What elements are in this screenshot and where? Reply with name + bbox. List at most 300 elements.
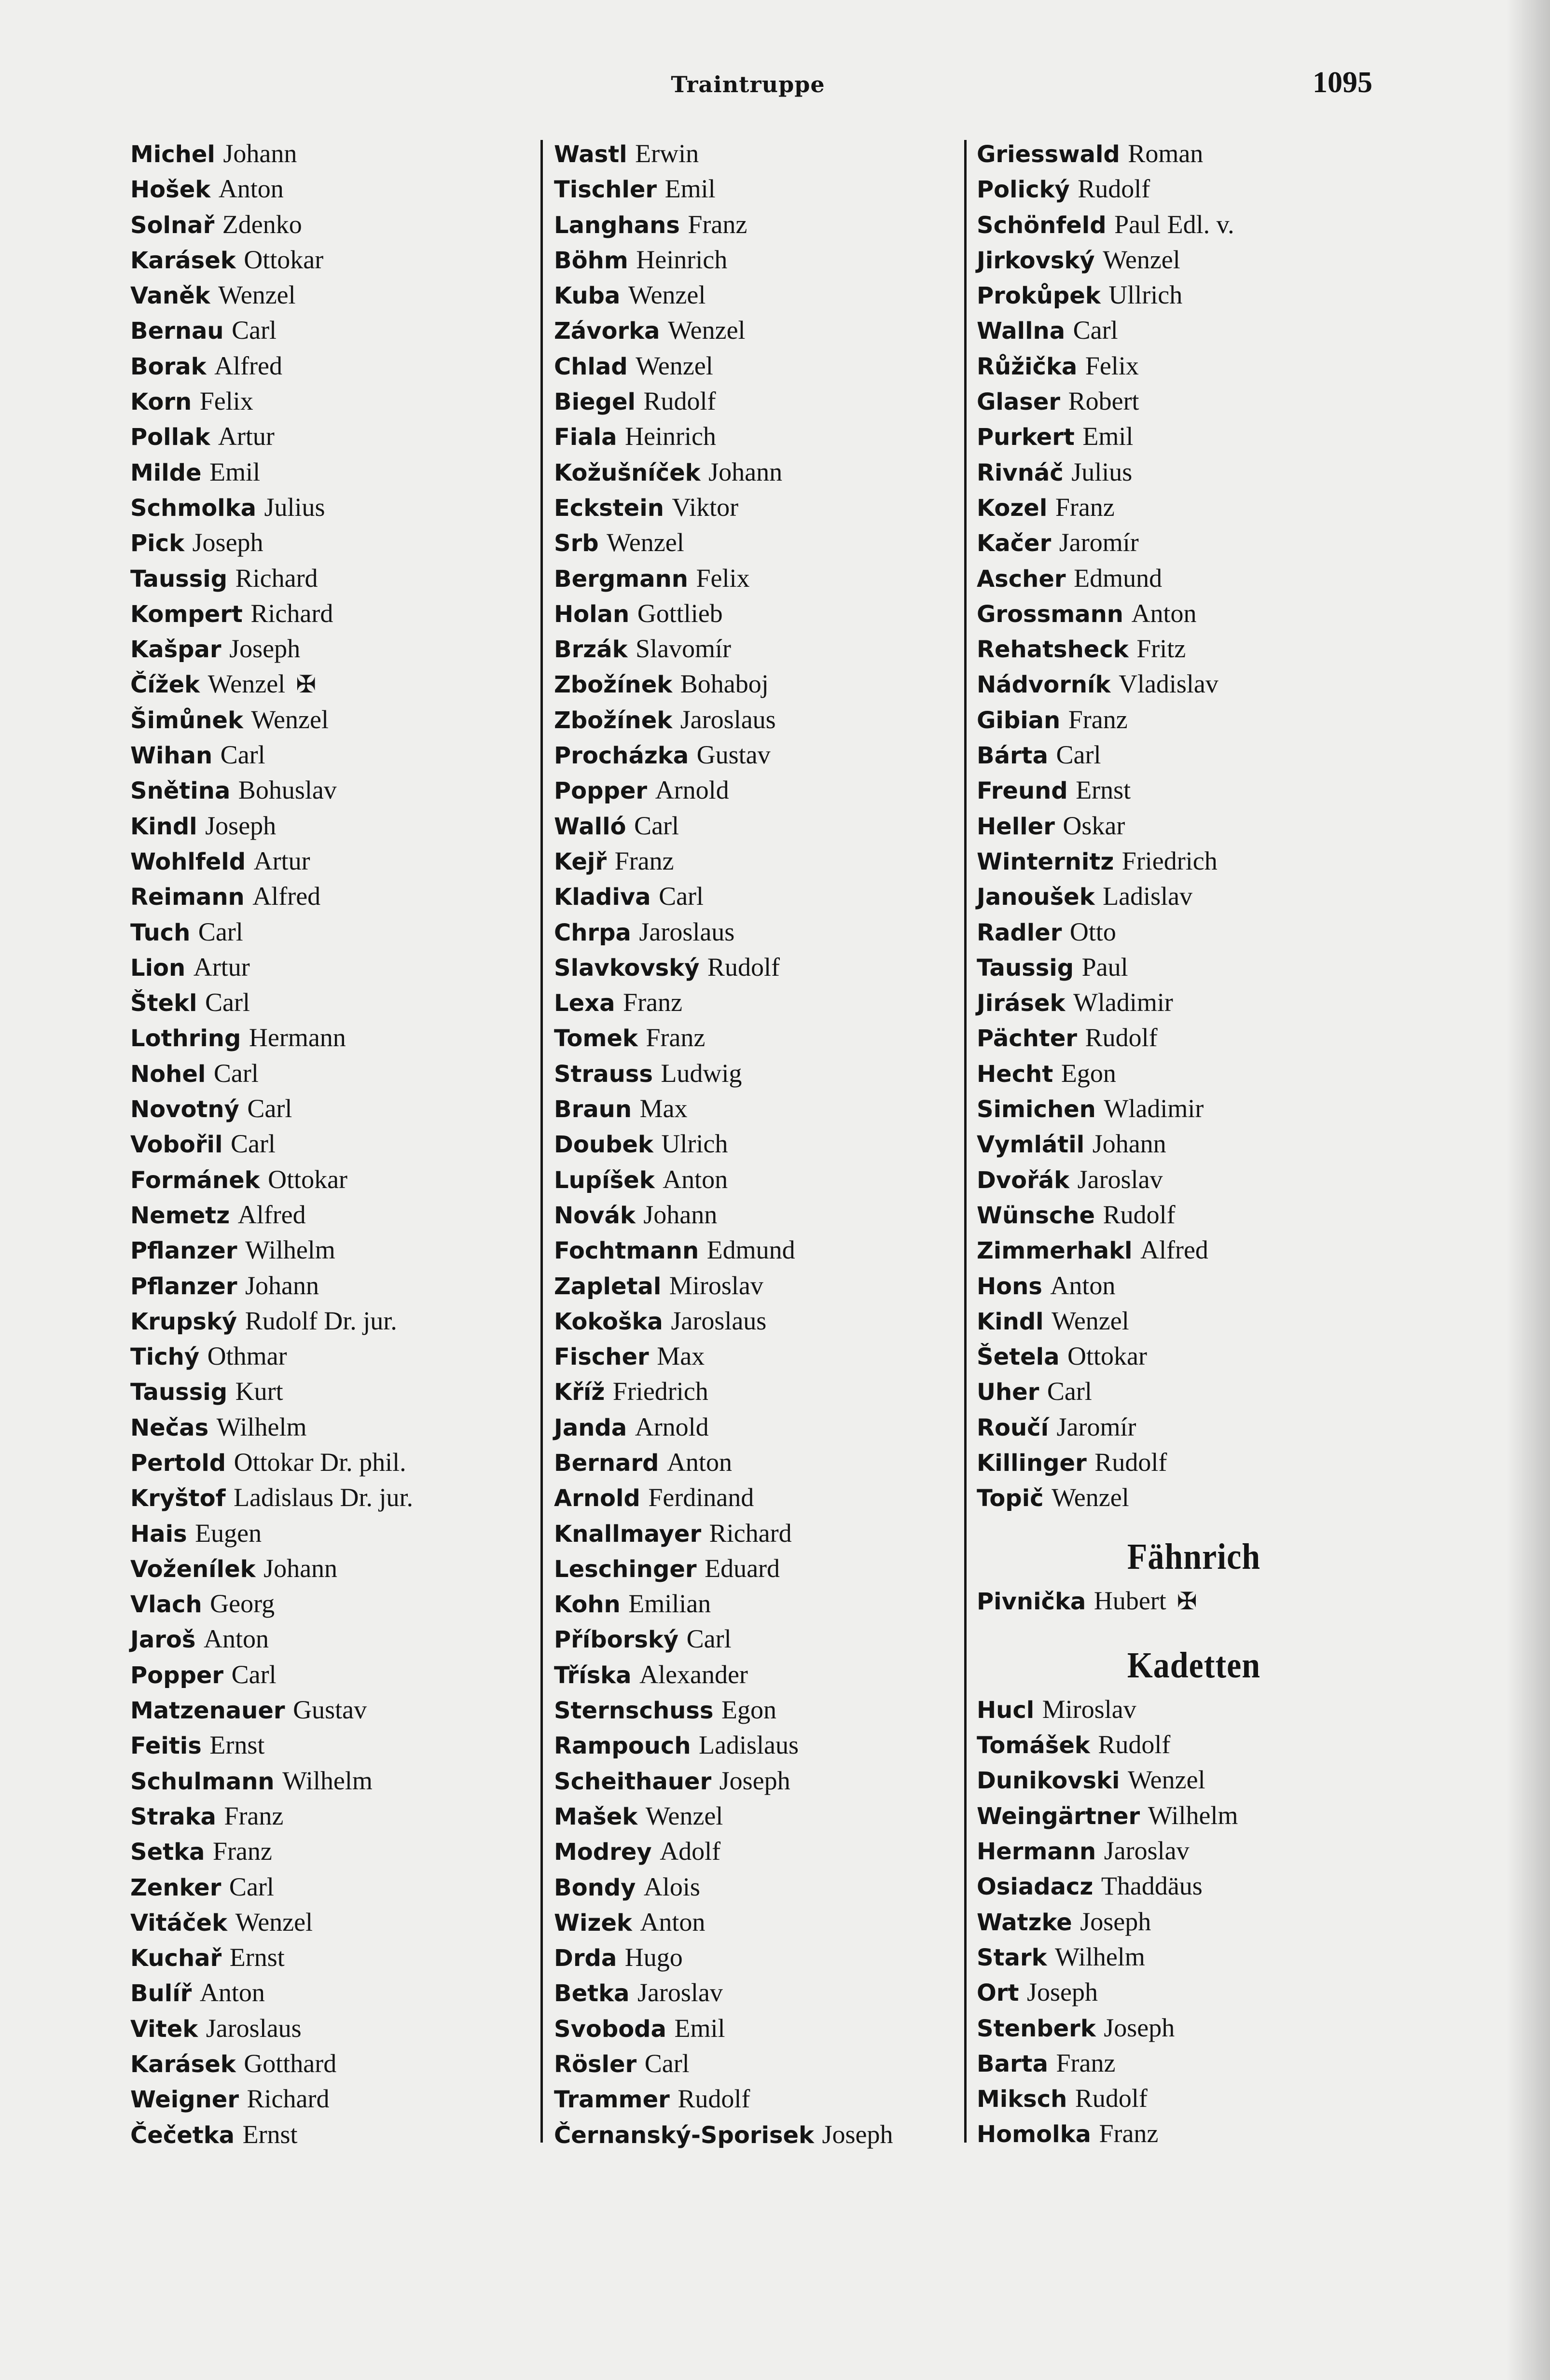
entry-surname: Hošek — [130, 176, 211, 204]
name-entry — [977, 702, 1411, 737]
name-entry — [130, 1728, 536, 1763]
entry-surname: Wastl — [554, 141, 627, 168]
name-entry — [130, 1162, 536, 1197]
entry-given-name: Anton — [663, 1164, 728, 1194]
entry-surname: Kindl — [977, 1308, 1044, 1335]
name-entry — [130, 1445, 536, 1480]
section-heading-kadetten: Kadetten — [1127, 1644, 1261, 1686]
entry-given-name: Ullrich — [1108, 280, 1183, 310]
entry-given-name: Max — [657, 1342, 705, 1371]
entry-given-name: Wenzel — [645, 1801, 723, 1830]
name-entry — [977, 1197, 1411, 1232]
entry-given-name: Franz — [1055, 492, 1115, 522]
entry-surname: Kozel — [977, 494, 1048, 522]
entry-surname: Walló — [554, 813, 626, 840]
name-entry — [977, 277, 1411, 313]
name-entry — [554, 1374, 969, 1409]
entry-given-name: Ottokar — [1067, 1342, 1147, 1371]
name-entry — [977, 1056, 1411, 1091]
entry-surname: Zbožínek — [554, 706, 673, 734]
entry-given-name: Franz — [646, 1023, 706, 1052]
entry-given-name: Johann — [1092, 1129, 1166, 1159]
entry-given-name: Rudolf — [1078, 174, 1150, 204]
entry-given-name: Joseph — [719, 1766, 790, 1795]
entry-surname: Betka — [554, 1980, 630, 2007]
entry-given-name: Slavomír — [636, 634, 732, 664]
entry-surname: Chlad — [554, 353, 628, 380]
entry-surname: Solnař — [130, 211, 215, 239]
name-entry — [130, 1480, 536, 1515]
entry-surname: Bergmann — [554, 565, 688, 593]
name-entry — [554, 844, 969, 879]
entry-given-name: Otto — [1069, 917, 1116, 946]
entry-given-name: Hugo — [624, 1943, 683, 1972]
entry-surname: Kompert — [130, 600, 243, 628]
entry-surname: Srb — [554, 530, 599, 557]
entry-given-name: Johann — [643, 1200, 718, 1229]
entry-surname: Kašpar — [130, 636, 221, 664]
name-entry — [554, 985, 969, 1020]
name-entry — [130, 1940, 536, 1975]
entry-surname: Pflanzer — [130, 1237, 237, 1265]
entry-given-name: Rudolf — [1094, 1447, 1167, 1477]
name-entry — [554, 596, 969, 631]
entry-given-name: Franz — [688, 209, 747, 239]
entry-given-name: Max — [639, 1094, 688, 1123]
entry-surname: Bernau — [130, 318, 224, 345]
entry-given-name: Anton — [218, 174, 284, 204]
entry-surname: Heller — [977, 813, 1055, 840]
section-heading-faehnrich: Fähnrich — [1127, 1536, 1261, 1577]
entry-given-name: Robert — [1068, 387, 1139, 416]
name-entry — [130, 525, 536, 560]
name-entry — [977, 879, 1411, 914]
name-entry — [554, 666, 969, 702]
name-entry — [554, 1905, 969, 1940]
name-entry — [977, 808, 1411, 844]
entry-surname: Zbožínek — [554, 671, 673, 699]
entry-surname: Drda — [554, 1945, 617, 1972]
name-entry — [977, 136, 1411, 171]
name-entry — [554, 1091, 969, 1126]
entry-given-name: Jaroslaus — [680, 705, 776, 734]
entry-given-name: Kurt — [235, 1377, 283, 1406]
entry-surname: Simichen — [977, 1096, 1096, 1123]
entry-given-name: Felix — [696, 563, 750, 593]
entry-surname: Schönfeld — [977, 211, 1107, 239]
entry-given-name: Jaroslaus — [206, 2013, 302, 2043]
entry-surname: Holan — [554, 600, 630, 628]
entry-given-name: Johann — [223, 139, 297, 168]
entry-given-name: Rudolf Dr. jur. — [245, 1306, 397, 1335]
name-entry — [130, 1126, 536, 1162]
entry-given-name: Arnold — [635, 1412, 709, 1441]
name-entry — [977, 1162, 1411, 1197]
entry-given-name: Alois — [643, 1872, 700, 1901]
entry-given-name: Ladislaus — [699, 1730, 799, 1760]
entry-given-name: Bohuslav — [238, 775, 337, 805]
entry-surname: Leschinger — [554, 1555, 697, 1583]
entry-given-name: Wilhelm — [1055, 1942, 1145, 1971]
page-edge-shadow — [1507, 0, 1550, 2380]
entry-surname: Vobořil — [130, 1131, 223, 1159]
entry-given-name: Hermann — [249, 1023, 346, 1052]
entry-given-name: Carl — [198, 917, 243, 946]
entry-surname: Fiala — [554, 424, 617, 451]
name-entry — [977, 1020, 1411, 1055]
entry-surname: Pick — [130, 530, 185, 557]
name-list-kadetten — [977, 1692, 1411, 2152]
name-entry — [977, 1692, 1411, 1727]
entry-given-name: Joseph — [1080, 1907, 1151, 1936]
entry-surname: Roučí — [977, 1414, 1049, 1441]
entry-surname: Braun — [554, 1096, 632, 1123]
name-entry — [130, 950, 536, 985]
name-entry — [130, 631, 536, 666]
entry-given-name: Anton — [199, 1978, 265, 2007]
name-entry — [130, 1657, 536, 1692]
name-entry — [130, 666, 536, 702]
entry-given-name: Joseph — [822, 2119, 893, 2149]
entry-given-name: Carl — [231, 1660, 277, 1689]
name-entry — [977, 1939, 1411, 1975]
name-entry — [554, 1516, 969, 1551]
entry-given-name: Gustav — [293, 1695, 367, 1725]
entry-surname: Karásek — [130, 2051, 236, 2078]
entry-given-name: Carl — [659, 882, 704, 911]
name-entry — [554, 1728, 969, 1763]
name-entry — [554, 1480, 969, 1515]
name-entry — [554, 1621, 969, 1657]
name-entry — [554, 1197, 969, 1232]
entry-surname: Nohel — [130, 1060, 206, 1088]
name-entry — [554, 2081, 969, 2117]
entry-surname: Rehatsheck — [977, 636, 1129, 664]
entry-surname: Novotný — [130, 1096, 239, 1123]
entry-surname: Zapletal — [554, 1273, 662, 1300]
entry-given-name: Rudolf — [1103, 1200, 1176, 1229]
entry-given-name: Paul — [1081, 952, 1128, 982]
entry-surname: Čečetka — [130, 2121, 235, 2149]
entry-surname: Freund — [977, 777, 1068, 805]
entry-surname: Dvořák — [977, 1166, 1070, 1194]
entry-given-name: Anton — [1050, 1271, 1116, 1300]
name-entry — [554, 1445, 969, 1480]
entry-given-name: Gustav — [696, 740, 771, 770]
name-entry — [977, 1798, 1411, 1833]
entry-given-name: Wilhelm — [1148, 1800, 1238, 1830]
entry-surname: Stenberk — [977, 2015, 1096, 2042]
entry-surname: Borak — [130, 353, 207, 380]
entry-given-name: Felix — [199, 387, 253, 416]
name-entry — [130, 1091, 536, 1126]
entry-given-name: Egon — [1061, 1058, 1116, 1088]
name-entry — [130, 737, 536, 773]
entry-surname: Bondy — [554, 1874, 636, 1901]
name-entry — [130, 773, 536, 808]
entry-surname: Lothring — [130, 1025, 241, 1052]
entry-surname: Wallna — [977, 318, 1066, 345]
entry-given-name: Rudolf — [643, 387, 716, 416]
entry-surname: Nemetz — [130, 1202, 230, 1229]
entry-surname: Tischler — [554, 176, 657, 204]
entry-given-name: Miroslav — [1042, 1694, 1136, 1724]
name-entry — [130, 1516, 536, 1551]
entry-surname: Schmolka — [130, 494, 256, 522]
name-entry — [554, 808, 969, 844]
entry-surname: Osiadacz — [977, 1873, 1093, 1901]
entry-surname: Pivnička — [977, 1588, 1086, 1615]
entry-surname: Purkert — [977, 424, 1075, 451]
name-entry — [130, 985, 536, 1020]
entry-given-name: Alfred — [252, 882, 321, 911]
entry-given-name: Wenzel — [251, 705, 329, 734]
entry-given-name: Johann — [245, 1271, 319, 1300]
name-entry — [554, 1799, 969, 1834]
entry-surname: Kožušníček — [554, 459, 701, 486]
name-entry — [977, 490, 1411, 525]
entry-surname: Černanský-Sporisek — [554, 2121, 814, 2149]
entry-given-name: Rudolf — [1075, 2084, 1148, 2113]
entry-surname: Zenker — [130, 1874, 221, 1901]
entry-surname: Kejř — [554, 848, 607, 875]
entry-given-name: Artur — [253, 846, 310, 875]
name-entry — [554, 1020, 969, 1055]
entry-given-name: Wenzel — [667, 316, 746, 345]
entry-given-name: Anton — [666, 1447, 732, 1477]
entry-given-name: Wenzel — [607, 528, 684, 557]
entry-surname: Krupský — [130, 1308, 237, 1335]
entry-surname: Setka — [130, 1839, 205, 1866]
entry-surname: Nádvorník — [977, 671, 1111, 699]
entry-given-name: Arnold — [655, 775, 729, 805]
name-entry — [977, 2116, 1411, 2151]
name-entry — [977, 1762, 1411, 1798]
entry-given-name: Carl — [220, 740, 265, 770]
name-entry — [977, 1339, 1411, 1374]
name-entry — [130, 2011, 536, 2046]
entry-surname: Procházka — [554, 742, 689, 770]
entry-given-name: Jaroslav — [637, 1978, 723, 2007]
entry-given-name: Franz — [623, 988, 682, 1017]
entry-given-name: Rudolf — [1085, 1023, 1158, 1052]
name-entry — [977, 1445, 1411, 1480]
name-entry — [977, 419, 1411, 454]
entry-surname: Miksch — [977, 2086, 1067, 2113]
entry-surname: Taussig — [130, 565, 228, 593]
entry-surname: Scheithauer — [554, 1768, 712, 1795]
name-entry — [554, 277, 969, 313]
name-entry — [977, 1904, 1411, 1939]
entry-surname: Barta — [977, 2050, 1048, 2077]
entry-given-name: Carl — [1056, 740, 1101, 770]
name-entry — [977, 2081, 1411, 2116]
name-entry — [554, 1551, 969, 1586]
entry-surname: Tichý — [130, 1343, 200, 1371]
entry-surname: Vitek — [130, 2015, 198, 2043]
name-entry — [554, 1232, 969, 1268]
name-entry — [130, 1020, 536, 1055]
name-entry — [554, 1940, 969, 1975]
name-entry — [554, 1692, 969, 1728]
entry-surname: Arnold — [554, 1485, 640, 1512]
name-entry — [977, 985, 1411, 1020]
entry-surname: Vlach — [130, 1591, 202, 1619]
entry-given-name: Franz — [212, 1837, 272, 1866]
name-entry — [130, 136, 536, 171]
entry-given-name: Joseph — [1104, 2013, 1175, 2042]
entry-given-name: Heinrich — [625, 422, 716, 451]
entry-given-name: Wenzel — [218, 280, 296, 310]
entry-surname: Kuchař — [130, 1945, 222, 1972]
name-entry — [130, 1410, 536, 1445]
entry-given-name: Heinrich — [636, 245, 728, 274]
entry-given-name: Carl — [1047, 1377, 1092, 1406]
entry-given-name: Richard — [709, 1518, 792, 1548]
name-entry — [554, 490, 969, 525]
entry-given-name: Miroslav — [669, 1271, 763, 1300]
name-entry — [977, 2010, 1411, 2046]
name-entry — [977, 525, 1411, 560]
entry-given-name: Carl — [205, 988, 250, 1017]
entry-surname: Novák — [554, 1202, 636, 1229]
name-entry — [554, 561, 969, 596]
entry-surname: Langhans — [554, 211, 680, 239]
name-entry — [977, 1975, 1411, 2010]
entry-surname: Popper — [130, 1661, 224, 1689]
name-entry — [977, 773, 1411, 808]
entry-given-name: Wenzel — [208, 669, 286, 699]
entry-given-name: Ladislaus Dr. jur. — [234, 1483, 414, 1512]
entry-surname: Gibian — [977, 706, 1061, 734]
name-entry — [130, 1799, 536, 1834]
entry-given-name: Wenzel — [1052, 1306, 1129, 1335]
entry-given-name: Ernst — [1076, 775, 1131, 805]
name-entry — [130, 808, 536, 844]
entry-given-name: Carl — [686, 1624, 732, 1654]
name-entry — [554, 702, 969, 737]
entry-surname: Böhm — [554, 247, 628, 274]
entry-given-name: Thaddäus — [1101, 1871, 1203, 1901]
entry-given-name: Johann — [263, 1553, 338, 1583]
name-entry — [130, 277, 536, 313]
entry-given-name: Zdenko — [222, 209, 302, 239]
entry-surname: Hucl — [977, 1696, 1035, 1724]
entry-surname: Killinger — [977, 1449, 1087, 1477]
entry-given-name: Egon — [721, 1695, 776, 1725]
name-entry — [554, 2011, 969, 2046]
name-entry — [130, 1197, 536, 1232]
entry-given-name: Richard — [250, 598, 333, 628]
entry-given-name: Joseph — [1026, 1978, 1098, 2007]
name-entry — [130, 596, 536, 631]
entry-surname: Tuch — [130, 919, 191, 946]
entry-surname: Jirásek — [977, 990, 1066, 1017]
entry-given-name: Wilhelm — [282, 1766, 373, 1795]
name-entry — [554, 914, 969, 950]
entry-surname: Griesswald — [977, 141, 1120, 168]
entry-given-name: Richard — [235, 563, 318, 593]
entry-given-name: Carl — [1073, 316, 1118, 345]
name-entry — [554, 1975, 969, 2010]
name-entry — [130, 914, 536, 950]
entry-surname: Polický — [977, 176, 1070, 204]
entry-given-name: Carl — [213, 1058, 259, 1088]
entry-surname: Wihan — [130, 742, 213, 770]
entry-given-name: Eugen — [195, 1518, 262, 1548]
name-entry — [554, 525, 969, 560]
name-entry — [130, 1339, 536, 1374]
name-entry — [130, 2117, 536, 2152]
entry-given-name: Carl — [229, 1872, 274, 1901]
name-entry — [130, 1303, 536, 1339]
name-entry — [554, 2046, 969, 2081]
entry-surname: Reimann — [130, 884, 245, 911]
entry-given-name: Wenzel — [628, 280, 706, 310]
entry-given-name: Julius — [1071, 457, 1133, 486]
name-entry — [130, 1056, 536, 1091]
entry-surname: Svoboda — [554, 2015, 666, 2043]
entry-surname: Kindl — [130, 813, 197, 840]
entry-surname: Šetela — [977, 1343, 1060, 1371]
entry-given-name: Emil — [664, 174, 716, 204]
entry-given-name: Viktor — [672, 492, 739, 522]
entry-surname: Voženílek — [130, 1555, 256, 1583]
entry-surname: Radler — [977, 919, 1062, 946]
entry-given-name: Jaromír — [1059, 528, 1139, 557]
name-entry — [130, 1869, 536, 1905]
entry-surname: Wizek — [554, 1909, 632, 1937]
name-entry — [977, 455, 1411, 490]
name-entry — [130, 242, 536, 277]
entry-surname: Grossmann — [977, 600, 1123, 628]
entry-given-name: Carl — [232, 316, 277, 345]
entry-surname: Šimůnek — [130, 706, 243, 734]
entry-surname: Topič — [977, 1485, 1044, 1512]
entry-surname: Prokůpek — [977, 282, 1101, 310]
name-entry — [130, 1268, 536, 1303]
entry-given-name: Artur — [193, 952, 250, 982]
name-entry — [130, 1551, 536, 1586]
entry-given-name: Wilhelm — [216, 1412, 307, 1441]
name-entry — [554, 1657, 969, 1692]
name-entry — [130, 844, 536, 879]
cross-icon: ✠ — [296, 670, 317, 699]
entry-given-name: Wenzel — [235, 1907, 313, 1937]
entry-given-name: Ottokar Dr. phil. — [234, 1447, 406, 1477]
name-entry — [554, 348, 969, 384]
entry-given-name: Joseph — [229, 634, 301, 664]
entry-surname: Lion — [130, 954, 186, 982]
name-entry — [130, 1621, 536, 1657]
entry-surname: Tomášek — [977, 1732, 1090, 1759]
entry-given-name: Georg — [210, 1589, 275, 1619]
entry-surname: Pertold — [130, 1449, 226, 1477]
name-entry — [977, 348, 1411, 384]
entry-surname: Watzke — [977, 1909, 1072, 1936]
entry-given-name: Ernst — [242, 2119, 298, 2149]
entry-surname: Homolka — [977, 2121, 1091, 2148]
entry-surname: Michel — [130, 141, 215, 168]
entry-given-name: Artur — [218, 422, 275, 451]
entry-given-name: Edmund — [706, 1235, 795, 1265]
entry-given-name: Franz — [1056, 2048, 1116, 2077]
entry-surname: Popper — [554, 777, 648, 805]
name-entry — [977, 242, 1411, 277]
entry-surname: Dunikovski — [977, 1767, 1120, 1795]
entry-given-name: Fritz — [1136, 634, 1186, 664]
name-entry — [554, 2117, 969, 2152]
